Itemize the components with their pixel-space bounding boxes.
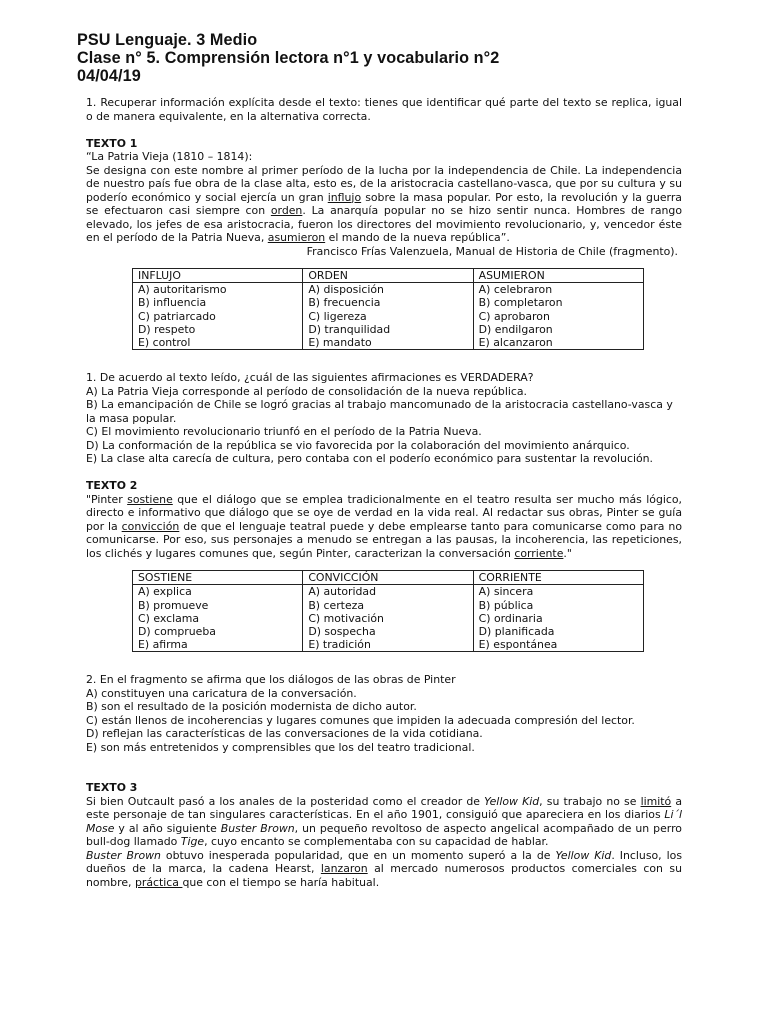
table-cell: E) mandato bbox=[303, 336, 473, 350]
table-cell: E) espontánea bbox=[473, 638, 643, 652]
question-2-option-e: E) son más entretenidos y comprensibles que los del teatro tradicional. bbox=[86, 740, 475, 754]
table-cell: A) explica bbox=[133, 585, 303, 599]
vocab-word-practica: práctica bbox=[134, 875, 183, 889]
vocab-word-asumieron: asumieron bbox=[267, 231, 326, 244]
table-cell: C) aprobaron bbox=[473, 310, 643, 323]
vocab-word-limito: limitó bbox=[640, 794, 672, 808]
texto1-title: TEXTO 1 bbox=[86, 136, 138, 150]
table-cell: C) motivación bbox=[303, 612, 473, 625]
question-1-option-b: B) La emancipación de Chile se logró gracias al trabajo mancomunado de la aristocracia castellano-vasca y la masa popular. bbox=[86, 398, 673, 425]
course-title: PSU Lenguaje. 3 Medio bbox=[77, 31, 258, 49]
table-header: CORRIENTE bbox=[473, 571, 643, 585]
texto1-quote-title: “La Patria Vieja (1810 – 1814): bbox=[86, 150, 253, 163]
texto1-source: Francisco Frías Valenzuela, Manual de Historia de Chile (fragmento). bbox=[306, 244, 678, 258]
vocab-table-2 bbox=[132, 570, 644, 652]
table-row bbox=[133, 625, 644, 638]
texto3-paragraph-2: Buster Brown obtuvo inesperada popularidad, que en un momento superó a la de Yellow Kid. Incluso, los dueños de la marca, la cadena Hearst, lanzaron al mercado numerosos productos comerciales con su nombre, práctica que con el tiempo se haría habitual. bbox=[86, 848, 682, 889]
table-cell: A) celebraron bbox=[473, 283, 643, 297]
table-cell: B) promueve bbox=[133, 599, 303, 612]
table-cell: B) frecuencia bbox=[303, 296, 473, 309]
table-cell: A) disposición bbox=[303, 283, 473, 297]
question-1-option-a: A) La Patria Vieja corresponde al período de consolidación de la nueva república. bbox=[86, 384, 528, 398]
table-cell: D) planificada bbox=[473, 625, 643, 638]
table-cell: E) control bbox=[133, 336, 303, 350]
question-1: 1. De acuerdo al texto leído, ¿cuál de las siguientes afirmaciones es VERDADERA? bbox=[86, 371, 534, 385]
table-cell: B) certeza bbox=[303, 599, 473, 612]
texto2-paragraph: "Pinter sostiene que el diálogo que se emplea tradicionalmente en el teatro resulta ser mucho más lógico, directo e informativo que diálogo que se oye de verdad en la vida real. Al redactar sus obras, Pinter se guía por la convicción de que el lenguaje teatral puede y debe emplearse tanto para comunicarse como para no comunicarse. Por eso, sus personajes a menudo se entregan a las pausas, la incoherencia, las repeticiones, los clichés y lugares comunes que, según Pinter, caracterizan la conversación corriente." bbox=[86, 492, 682, 560]
vocab-word-conviccion: convicción bbox=[121, 519, 180, 533]
table-row bbox=[133, 612, 644, 625]
vocab-table-1 bbox=[132, 268, 644, 350]
question-2-option-a: A) constituyen una caricatura de la conversación. bbox=[86, 686, 357, 700]
table-cell: D) respeto bbox=[133, 323, 303, 336]
table-cell: C) ligereza bbox=[303, 310, 473, 323]
table-cell: D) sospecha bbox=[303, 625, 473, 638]
vocab-word-corriente: corriente bbox=[514, 546, 564, 560]
table-cell: A) autoridad bbox=[303, 585, 473, 599]
table-cell: E) afirma bbox=[133, 638, 303, 652]
texto3-title: TEXTO 3 bbox=[86, 781, 138, 795]
table-cell: E) alcanzaron bbox=[473, 336, 643, 350]
document-body bbox=[86, 96, 682, 889]
table-cell: A) sincera bbox=[473, 585, 643, 599]
vocab-word-orden: orden bbox=[270, 204, 303, 217]
table-cell: E) tradición bbox=[303, 638, 473, 652]
table-cell: A) autoritarismo bbox=[133, 283, 303, 297]
table-row bbox=[133, 283, 644, 297]
question-2: 2. En el fragmento se afirma que los diálogos de las obras de Pinter bbox=[86, 673, 456, 687]
table-cell: B) influencia bbox=[133, 296, 303, 309]
table-cell: C) exclama bbox=[133, 612, 303, 625]
class-title: Clase n° 5. Comprensión lectora n°1 y vocabulario n°2 bbox=[77, 49, 500, 67]
texto1-paragraph: Se designa con este nombre al primer período de la lucha por la independencia de Chile. La independencia de nuestro país fue obra de la clase alta, esto es, de la aristocracia castellano-vasca, que por su cultura y su poderío económico y social ejercía un gran influjo sobre la masa popular. Por esto, la revolución y la guerra se efectuaron casi siempre con orden. La anarquía popular no se hizo sentir nunca. Hombres de rango elevado, los jefes de esa aristocracia, fueron los directores del movimiento revolucionario, y, vencedor éste en el período de la Patria Nueva, asumieron el mando de la nueva república”. bbox=[86, 163, 682, 244]
table-cell: D) tranquilidad bbox=[303, 323, 473, 336]
instruction: 1. Recuperar información explícita desde el texto: tienes que identificar qué parte del texto se replica, igual o de manera equivalente, en la alternativa correcta. bbox=[86, 96, 682, 123]
question-1-option-e: E) La clase alta carecía de cultura, pero contaba con el poderío económico para sustentar la revolución. bbox=[86, 452, 653, 466]
document-header bbox=[77, 31, 499, 85]
table-row bbox=[133, 336, 644, 350]
table-row bbox=[133, 296, 644, 309]
table-row bbox=[133, 310, 644, 323]
table-row bbox=[133, 585, 644, 599]
question-1-option-c: C) El movimiento revolucionario triunfó en el período de la Patria Nueva. bbox=[86, 425, 482, 439]
vocab-word-influjo: influjo bbox=[327, 190, 362, 204]
table-header: CONVICCIÓN bbox=[303, 571, 473, 585]
table-row bbox=[133, 323, 644, 336]
vocab-word-lanzaron: lanzaron bbox=[320, 862, 368, 876]
question-2-option-d: D) reflejan las características de las conversaciones de la vida cotidiana. bbox=[86, 727, 483, 741]
question-2-option-c: C) están llenos de incoherencias y lugares comunes que impiden la adecuada compresión del lector. bbox=[86, 713, 635, 727]
table-header: ASUMIERON bbox=[473, 269, 643, 283]
table-cell: D) comprueba bbox=[133, 625, 303, 638]
question-1-option-d: D) La conformación de la república se vio favorecida por la colaboración del movimiento anárquico. bbox=[86, 438, 630, 452]
texto3-paragraph-1: Si bien Outcault pasó a los anales de la posteridad como el creador de Yellow Kid, su trabajo no se limitó a este personaje de tan singulares características. En el año 1901, consiguió que apareciera en los diarios Li´l Mose y al año siguiente Buster Brown, un pequeño revoltoso de aspecto angelical acompañado de un perro bull-dog llamado Tige, cuyo encanto se complementaba con su capacidad de hablar. bbox=[86, 794, 683, 849]
table-cell: C) patriarcado bbox=[133, 310, 303, 323]
table-cell: D) endilgaron bbox=[473, 323, 643, 336]
question-2-option-b: B) son el resultado de la posición modernista de dicho autor. bbox=[86, 700, 417, 714]
table-header: ORDEN bbox=[303, 269, 473, 283]
document-date: 04/04/19 bbox=[77, 67, 141, 85]
table-cell: B) pública bbox=[473, 599, 643, 612]
table-header: SOSTIENE bbox=[133, 571, 303, 585]
table-row bbox=[133, 638, 644, 652]
table-row bbox=[133, 599, 644, 612]
vocab-word-sostiene: sostiene bbox=[127, 492, 173, 506]
texto2-title: TEXTO 2 bbox=[86, 479, 138, 493]
table-cell: C) ordinaria bbox=[473, 612, 643, 625]
table-cell: B) completaron bbox=[473, 296, 643, 309]
table-header: INFLUJO bbox=[133, 269, 303, 283]
